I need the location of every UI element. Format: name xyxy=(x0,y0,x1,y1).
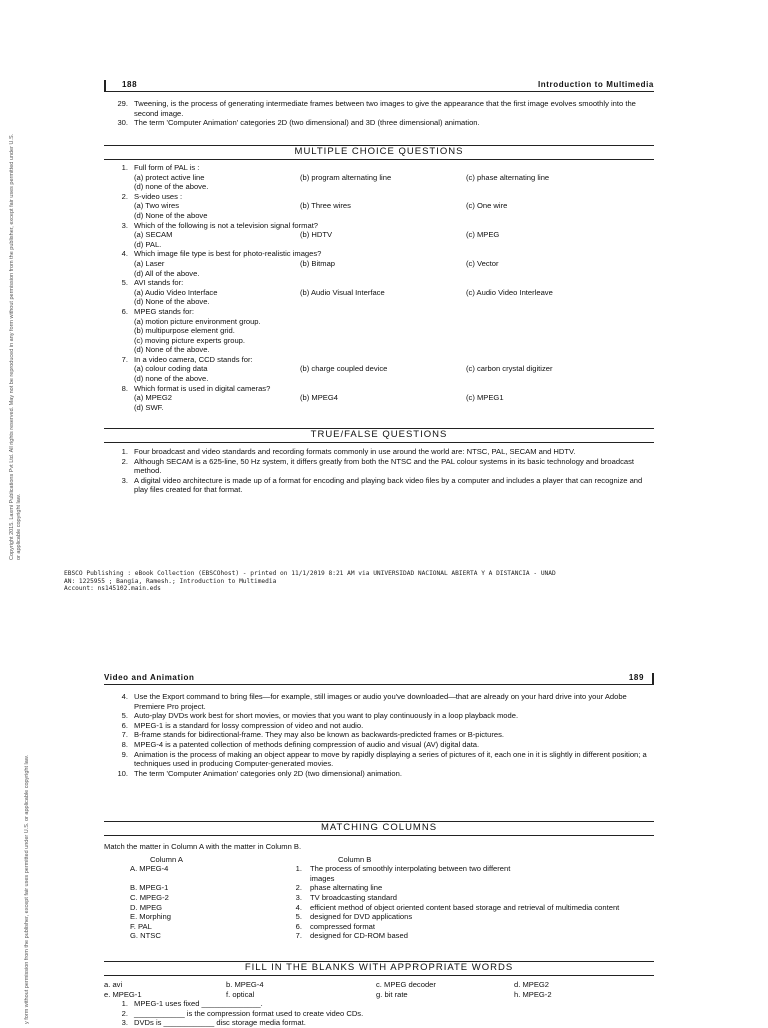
mcq-list xyxy=(104,163,654,412)
list-item xyxy=(104,99,654,118)
word-bank-item: g. bit rate xyxy=(376,989,408,999)
page188-top-items xyxy=(104,99,654,128)
column-a-item: A. MPEG-4 xyxy=(130,864,169,874)
q-number: 2. xyxy=(121,191,128,201)
page189-header-bracket xyxy=(652,673,654,685)
item-number: 7. xyxy=(121,730,128,740)
match-row xyxy=(104,893,654,903)
option-b: (b) MPEG4 xyxy=(300,393,338,403)
item-number: 30. xyxy=(117,118,128,128)
q-number: 5. xyxy=(121,278,128,288)
item-number: 1. xyxy=(121,447,128,456)
item-number: 9. xyxy=(121,749,128,759)
q-text: S-video uses : xyxy=(134,191,183,201)
column-b-number: 7. xyxy=(295,931,302,941)
option-b: (b) Three wires xyxy=(300,201,351,211)
page189-header-rule xyxy=(104,684,654,685)
mcq-heading: MULTIPLE CHOICE QUESTIONS xyxy=(294,146,464,157)
match-row xyxy=(104,912,654,922)
q-number: 8. xyxy=(121,383,128,393)
list-item xyxy=(104,740,654,750)
copyright-notice-top xyxy=(9,120,23,560)
match-row xyxy=(104,864,654,883)
item-number: 5. xyxy=(121,711,128,721)
mcq-question-5 xyxy=(104,278,654,307)
word-bank-item: d. MPEG2 xyxy=(514,980,550,989)
page189-tf-list xyxy=(104,692,654,778)
option-c: (c) MPEG1 xyxy=(466,393,504,403)
match-row xyxy=(104,931,654,941)
column-b-number: 6. xyxy=(295,921,302,931)
option-b: (b) multipurpose element grid. xyxy=(134,326,235,336)
item-text: The term 'Computer Animation' categories only 2D (two dimensional) animation. xyxy=(134,768,402,778)
item-text: Although SECAM is a 625-line, 50 Hz system, it differs greatly from both the NTSC and the PAL colour systems in its basic technology and broadcast method. xyxy=(134,456,635,476)
option-c: (c) Audio Video Interleave xyxy=(466,287,553,297)
list-item xyxy=(104,447,654,457)
q-text: AVI stands for: xyxy=(134,278,184,288)
option-b: (b) Audio Visual Interface xyxy=(300,287,385,297)
page188-header-rule xyxy=(104,91,654,92)
list-item xyxy=(104,730,654,740)
option-c: (c) One wire xyxy=(466,201,508,211)
q-number: 7. xyxy=(121,354,128,364)
q-number: 1. xyxy=(121,163,128,172)
item-number: 6. xyxy=(121,720,128,730)
mcq-question-7 xyxy=(104,355,654,384)
list-item xyxy=(104,1018,654,1028)
option-a: (a) Laser xyxy=(134,258,165,268)
option-c: (c) Vector xyxy=(466,258,499,268)
q-number: 3. xyxy=(121,220,128,230)
item-text: MPEG-1 is a standard for lossy compression of video and not audio. xyxy=(134,720,364,730)
column-b-number: 2. xyxy=(295,883,302,893)
option-d: (d) None of the above xyxy=(134,210,208,220)
item-number: 8. xyxy=(121,739,128,749)
option-d: (d) PAL. xyxy=(134,239,162,249)
list-item xyxy=(104,1009,654,1019)
column-a-heading: Column A xyxy=(150,854,183,864)
item-number: 3. xyxy=(121,475,128,485)
column-a-item: B. MPEG-1 xyxy=(130,883,169,893)
option-c: (c) phase alternating line xyxy=(466,172,550,182)
match-row xyxy=(104,883,654,893)
option-b: (b) charge coupled device xyxy=(300,364,388,374)
word-bank-item: a. avi xyxy=(104,980,123,989)
option-d: (d) None of the above. xyxy=(134,345,210,355)
match-row xyxy=(104,922,654,932)
column-a-item: C. MPEG-2 xyxy=(130,892,169,902)
page189-header xyxy=(104,673,654,682)
option-d: (d) All of the above. xyxy=(134,268,200,278)
mcq-rule-bottom xyxy=(104,159,654,160)
tf-list xyxy=(104,447,654,495)
list-item xyxy=(104,769,654,779)
page189-running-title: Video and Animation xyxy=(104,673,195,682)
column-b-number: 1. xyxy=(295,864,302,874)
list-item xyxy=(104,721,654,731)
list-item xyxy=(104,476,654,495)
option-a: (a) Two wires xyxy=(134,201,180,211)
column-b-number: 3. xyxy=(295,892,302,902)
item-number: 2. xyxy=(121,1008,128,1018)
ebsco-line-3: Account: ns145102.main.eds xyxy=(64,585,161,593)
item-number: 1. xyxy=(121,999,128,1009)
word-bank-item: e. MPEG-1 xyxy=(104,989,142,999)
mcq-question-2 xyxy=(104,192,654,221)
column-b-number: 5. xyxy=(295,912,302,922)
q-text: Which of the following is not a television signal format? xyxy=(134,220,319,230)
item-text: ____________ is the compression format used to create video CDs. xyxy=(134,1008,364,1018)
item-text: Tweening, is the process of generating intermediate frames between two images to give the appearance that the first image evolves smoothly into the second image. xyxy=(134,99,636,118)
list-item xyxy=(104,692,654,711)
mcq-question-6 xyxy=(104,307,654,355)
word-bank-item: b. MPEG-4 xyxy=(226,980,264,989)
item-text: MPEG-4 is a patented collection of methods defining compression of audio and visual (AV) digital data. xyxy=(134,739,480,749)
item-text: Animation is the process of making an object appear to move by rapidly displaying a series of pictures of it, each one in it is slightly in different position; a techniques used in producing Computer-generated movies. xyxy=(134,749,647,769)
q-number: 6. xyxy=(121,306,128,316)
word-bank-item: h. MPEG-2 xyxy=(514,989,552,999)
item-text: A digital video architecture is made up of a format for encoding and playing back video files by a computer and includes a player that can recognize and play files created for that format. xyxy=(134,475,643,495)
q-text: Full form of PAL is : xyxy=(134,163,200,172)
column-b-item: designed for DVD applications xyxy=(310,912,413,922)
option-b: (b) Bitmap xyxy=(300,258,336,268)
item-text: Auto-play DVDs work best for short movies, or movies that you want to play continuously in a loop playback mode. xyxy=(134,711,519,721)
column-a-item: G. NTSC xyxy=(130,931,161,941)
tf-heading: TRUE/FALSE QUESTIONS xyxy=(310,429,448,440)
column-a-item: F. PAL xyxy=(130,921,152,931)
tf-rule-bottom xyxy=(104,442,654,443)
match-heading: MATCHING COLUMNS xyxy=(320,822,438,833)
item-number: 2. xyxy=(121,456,128,466)
column-b-item: designed for CD-ROM based xyxy=(310,931,408,941)
option-a: (a) protect active line xyxy=(134,172,205,182)
item-text: The term 'Computer Animation' categories 2D (two dimensional) and 3D (three dimensional) animation. xyxy=(134,118,480,128)
copyright-notice-bottom xyxy=(24,694,31,1024)
list-item xyxy=(104,750,654,769)
item-number: 29. xyxy=(117,99,128,108)
column-a-item: E. Morphing xyxy=(130,912,171,922)
item-text: Four broadcast and video standards and recording formats commonly in use around the world are: NTSC, PAL, SECAM and HDTV. xyxy=(134,447,576,456)
mcq-question-8 xyxy=(104,384,654,413)
column-b-heading: Column B xyxy=(338,854,372,864)
matching-columns xyxy=(104,842,654,941)
option-b: (b) program alternating line xyxy=(300,172,392,182)
list-item xyxy=(104,457,654,476)
column-b-item: The process of smoothly interpolating between two different images xyxy=(310,864,511,883)
mcq-question-3 xyxy=(104,221,654,250)
column-b-number: 4. xyxy=(295,902,302,912)
ebsco-footer xyxy=(64,570,704,593)
option-a: (a) SECAM xyxy=(134,230,173,240)
option-d: (d) SWF. xyxy=(134,402,164,412)
word-bank-item: c. MPEG decoder xyxy=(376,980,436,989)
item-text: MPEG-1 uses fixed ______________. xyxy=(134,999,263,1009)
fill-heading: FILL IN THE BLANKS WITH APPROPRIATE WORDS xyxy=(244,962,514,973)
option-b: (b) HDTV xyxy=(300,230,333,240)
q-number: 4. xyxy=(121,249,128,259)
q-text: MPEG stands for: xyxy=(134,306,194,316)
option-d: (d) none of the above. xyxy=(134,374,209,384)
option-c: (c) MPEG xyxy=(466,230,500,240)
option-d: (d) None of the above. xyxy=(134,297,210,307)
item-text: Use the Export command to bring files—for example, still images or audio you've downloaded—that are already on your hard drive into your Adobe Premiere Pro project. xyxy=(134,692,627,711)
option-a: (a) motion picture environment group. xyxy=(134,316,261,326)
page188-header xyxy=(104,80,654,89)
column-a-item: D. MPEG xyxy=(130,902,163,912)
match-column-headers xyxy=(104,855,654,865)
item-text: DVDs is ____________ disc storage media format. xyxy=(134,1018,306,1028)
column-b-item: efficient method of object oriented content based storage and retrieval of multimedia content xyxy=(310,902,620,912)
mcq-question-4 xyxy=(104,249,654,278)
copyright-text-top: Copyright 2015. Laxmi Publications Pvt Ltd. All rights reserved. May not be reproduced in any form without permission from the publisher, except fair uses permitted under U.S. or applicable copyright law. xyxy=(9,133,22,560)
ebsco-line-2: AN: 1225955 ; Bangia, Ramesh.; Introduction to Multimedia xyxy=(64,577,277,585)
item-number: 10. xyxy=(117,768,128,778)
column-b-item: compressed format xyxy=(310,921,375,931)
ebsco-line-1: EBSCO Publishing : eBook Collection (EBSCOhost) - printed on 11/1/2019 8:21 AM via UNIVERSIDAD NACIONAL ABIERTA Y A DISTANCIA - UNAD xyxy=(64,570,556,577)
word-bank-row-1 xyxy=(104,980,654,990)
copyright-text-bottom: y form without permission from the publisher, except fair uses permitted under U.S. or applicable copyright law. xyxy=(24,754,30,1024)
match-rule-bottom xyxy=(104,835,654,836)
match-row xyxy=(104,903,654,913)
option-a: (a) colour coding data xyxy=(134,364,208,374)
page188-number: 188 xyxy=(122,80,138,89)
fill-in-blanks xyxy=(104,980,654,1028)
word-bank-item: f. optical xyxy=(226,989,255,999)
q-text: Which image file type is best for photo-realistic images? xyxy=(134,249,322,259)
option-c: (c) moving picture experts group. xyxy=(134,335,245,345)
option-a: (a) MPEG2 xyxy=(134,393,172,403)
match-intro: Match the matter in Column A with the matter in Column B. xyxy=(104,842,302,851)
page189-number: 189 xyxy=(628,673,644,682)
column-b-item: TV broadcasting standard xyxy=(310,892,397,902)
list-item xyxy=(104,118,654,128)
option-a: (a) Audio Video Interface xyxy=(134,287,218,297)
option-c: (c) carbon crystal digitizer xyxy=(466,364,553,374)
word-bank-row-2 xyxy=(104,990,654,1000)
q-text: Which format is used in digital cameras? xyxy=(134,383,271,393)
q-text: In a video camera, CCD stands for: xyxy=(134,354,253,364)
column-b-item: phase alternating line xyxy=(310,883,383,893)
page188-running-title: Introduction to Multimedia xyxy=(537,80,654,89)
fill-rule-bottom xyxy=(104,975,654,976)
list-item xyxy=(104,999,654,1009)
item-number: 4. xyxy=(121,692,128,701)
mcq-question-1 xyxy=(104,163,654,192)
list-item xyxy=(104,711,654,721)
item-number: 3. xyxy=(121,1018,128,1028)
option-d: (d) none of the above. xyxy=(134,182,209,192)
item-text: B-frame stands for bidirectional-frame. They may also be known as backwards-predicted frames or B-pictures. xyxy=(134,730,504,740)
